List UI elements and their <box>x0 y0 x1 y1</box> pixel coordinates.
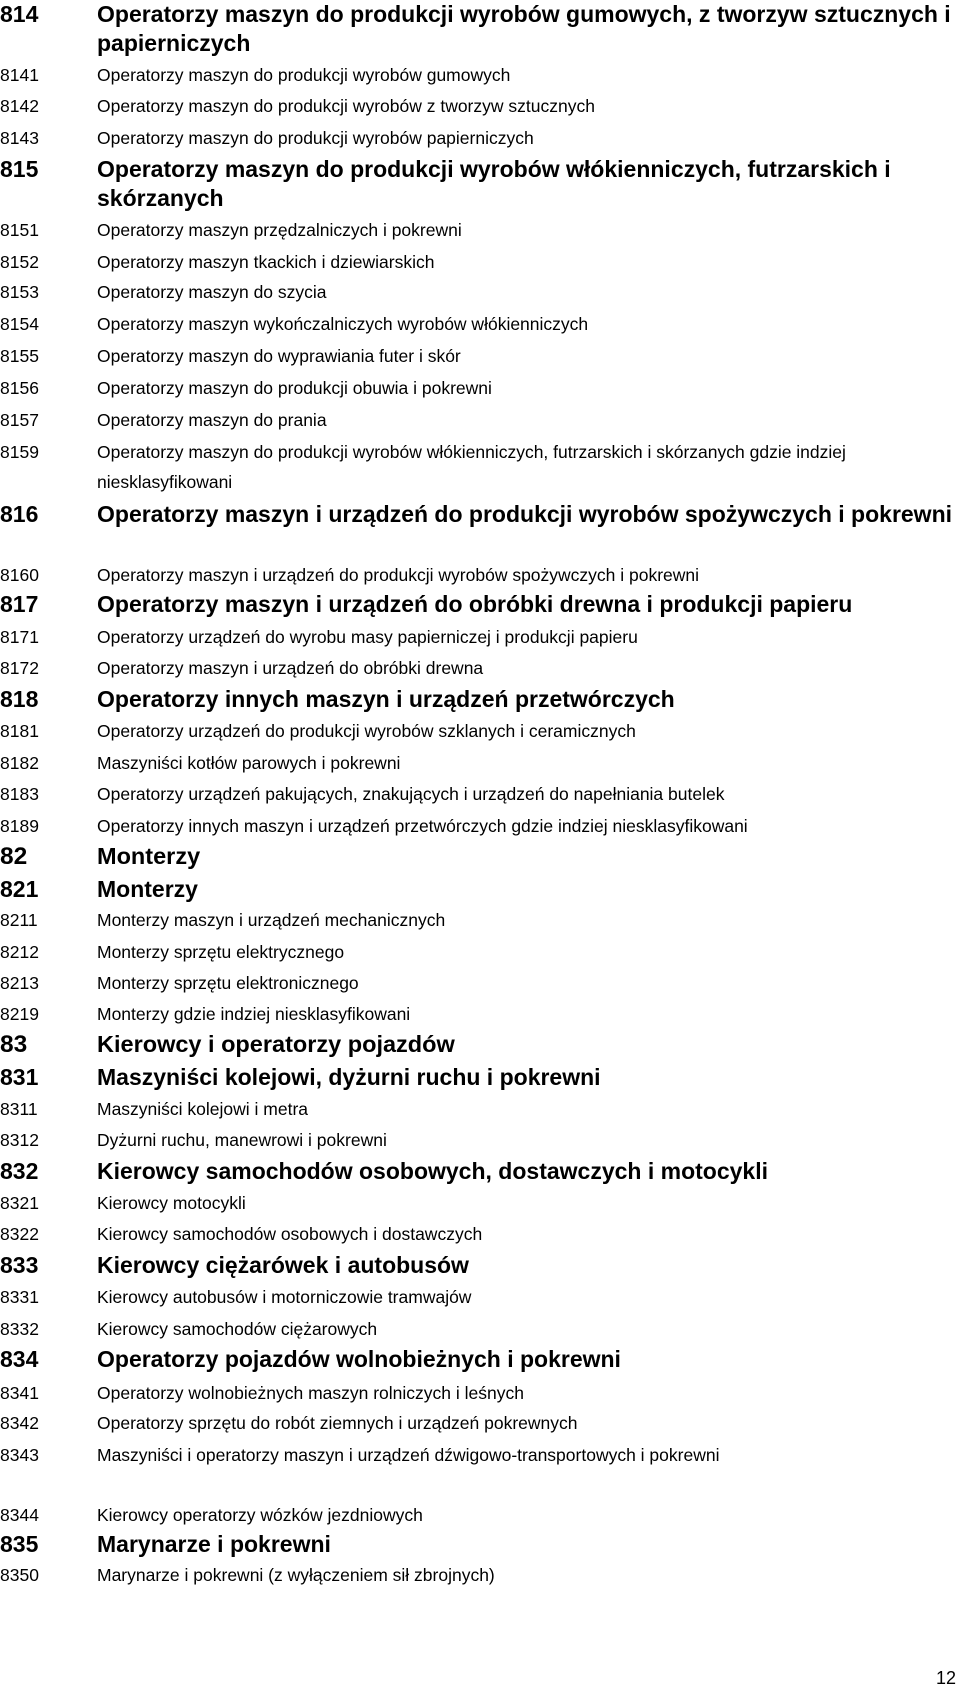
entry-label: Kierowcy i operatorzy pojazdów <box>97 1031 455 1057</box>
entry-code: 8312 <box>0 1130 39 1150</box>
entry-label: Operatorzy maszyn i urządzeń do produkcji wyrobów spożywczych i pokrewni <box>97 501 953 527</box>
entry-code: 82 <box>0 843 28 870</box>
entry-label: Kierowcy operatorzy wózków jezdniowych <box>97 1505 423 1525</box>
entry-label: Operatorzy maszyn i urządzeń do obróbki drewna <box>97 658 484 678</box>
entry-label: Monterzy gdzie indziej niesklasyfikowani <box>97 1004 411 1024</box>
entry-label: Kierowcy motocykli <box>97 1193 246 1213</box>
entry-label: Operatorzy urządzeń do wyrobu masy papierniczej i produkcji papieru <box>97 627 638 647</box>
entry-code: 831 <box>0 1064 39 1090</box>
entry-code: 8141 <box>0 65 39 85</box>
entry-code: 8219 <box>0 1004 39 1024</box>
entry-label: Marynarze i pokrewni (z wyłączeniem sił zbrojnych) <box>97 1565 495 1585</box>
entry-code: 8322 <box>0 1224 39 1244</box>
entry-label: Operatorzy maszyn do produkcji obuwia i pokrewni <box>97 378 492 398</box>
entry-code: 8212 <box>0 942 39 962</box>
entry-code: 8344 <box>0 1505 39 1525</box>
entry-code: 835 <box>0 1531 39 1557</box>
entry-label: Operatorzy maszyn do produkcji wyrobów włókienniczych, futrzarskich i skórzanych gdzie indziej niesklasyfikowani <box>97 442 846 492</box>
page-number: 12 <box>935 1668 956 1688</box>
entry-code: 8341 <box>0 1383 39 1403</box>
entry-code: 8171 <box>0 627 39 647</box>
entry-label: Maszyniści i operatorzy maszyn i urządzeń dźwigowo-transportowych i pokrewni <box>97 1445 720 1465</box>
entry-code: 8182 <box>0 753 39 773</box>
entry-label: Operatorzy innych maszyn i urządzeń przetwórczych gdzie indziej niesklasyfikowani <box>97 816 748 836</box>
entry-label: Marynarze i pokrewni <box>97 1531 331 1557</box>
entry-label: Monterzy sprzętu elektronicznego <box>97 973 359 993</box>
entry-code: 815 <box>0 156 39 182</box>
entry-label: Operatorzy sprzętu do robót ziemnych i urządzeń pokrewnych <box>97 1413 578 1433</box>
entry-code: 8189 <box>0 816 39 836</box>
entry-label: Monterzy <box>97 843 201 869</box>
entry-code: 8342 <box>0 1413 39 1433</box>
entry-code: 8211 <box>0 910 38 930</box>
entry-code: 8311 <box>0 1099 38 1119</box>
entry-code: 818 <box>0 686 39 712</box>
entry-label: Operatorzy maszyn do produkcji wyrobów włókienniczych, futrzarskich i skórzanych <box>97 156 891 211</box>
entry-label: Kierowcy ciężarówek i autobusów <box>97 1252 469 1278</box>
entry-label: Operatorzy maszyn przędzalniczych i pokrewni <box>97 220 462 240</box>
entry-code: 8350 <box>0 1565 39 1585</box>
entry-code: 8321 <box>0 1193 39 1213</box>
entry-label: Monterzy maszyn i urządzeń mechanicznych <box>97 910 446 930</box>
entry-label: Operatorzy maszyn do produkcji wyrobów gumowych <box>97 65 511 85</box>
entry-label: Operatorzy maszyn tkackich i dziewiarskich <box>97 252 435 272</box>
entry-code: 8154 <box>0 314 39 334</box>
entry-code: 8343 <box>0 1445 39 1465</box>
entry-code: 833 <box>0 1252 39 1278</box>
entry-code: 832 <box>0 1158 39 1184</box>
entry-code: 814 <box>0 1 39 27</box>
entry-code: 8160 <box>0 565 39 585</box>
entry-code: 8155 <box>0 346 39 366</box>
entry-code: 8151 <box>0 220 39 240</box>
entry-label: Kierowcy samochodów ciężarowych <box>97 1319 378 1339</box>
entry-label: Maszyniści kolejowi i metra <box>97 1099 309 1119</box>
entry-code: 834 <box>0 1346 39 1372</box>
entry-code: 8153 <box>0 282 39 302</box>
entry-label: Kierowcy samochodów osobowych i dostawczych <box>97 1224 483 1244</box>
entry-code: 8142 <box>0 96 39 116</box>
entry-code: 8157 <box>0 410 39 430</box>
entry-label: Monterzy sprzętu elektrycznego <box>97 942 345 962</box>
entry-code: 8181 <box>0 721 39 741</box>
entry-code: 8332 <box>0 1319 39 1339</box>
entry-label: Operatorzy pojazdów wolnobieżnych i pokrewni <box>97 1346 621 1372</box>
entry-label: Operatorzy maszyn do produkcji wyrobów papierniczych <box>97 128 534 148</box>
entry-code: 8331 <box>0 1287 39 1307</box>
entry-label: Kierowcy autobusów i motorniczowie tramwajów <box>97 1287 472 1307</box>
entry-label: Operatorzy maszyn do produkcji wyrobów gumowych, z tworzyw sztucznych i papierniczych <box>97 1 951 56</box>
entry-code: 8172 <box>0 658 39 678</box>
entry-label: Operatorzy maszyn do prania <box>97 410 327 430</box>
entry-label: Operatorzy maszyn do produkcji wyrobów z tworzyw sztucznych <box>97 96 595 116</box>
entry-code: 8143 <box>0 128 39 148</box>
entry-label: Operatorzy urządzeń do produkcji wyrobów szklanych i ceramicznych <box>97 721 636 741</box>
entry-label: Operatorzy urządzeń pakujących, znakujących i urządzeń do napełniania butelek <box>97 784 725 804</box>
entry-code: 816 <box>0 501 39 527</box>
entry-code: 8213 <box>0 973 39 993</box>
entry-label: Operatorzy maszyn i urządzeń do produkcji wyrobów spożywczych i pokrewni <box>97 565 700 585</box>
entry-code: 817 <box>0 591 39 617</box>
entry-code: 8152 <box>0 252 39 272</box>
entry-label: Operatorzy maszyn do szycia <box>97 282 327 302</box>
entry-label: Operatorzy wolnobieżnych maszyn rolniczych i leśnych <box>97 1383 524 1403</box>
entry-label: Dyżurni ruchu, manewrowi i pokrewni <box>97 1130 387 1150</box>
entry-code: 8159 <box>0 442 39 462</box>
entry-label: Maszyniści kotłów parowych i pokrewni <box>97 753 401 773</box>
entry-code: 83 <box>0 1031 28 1058</box>
entry-code: 8156 <box>0 378 39 398</box>
entry-label: Operatorzy maszyn wykończalniczych wyrobów włókienniczych <box>97 314 589 334</box>
entry-label: Operatorzy innych maszyn i urządzeń przetwórczych <box>97 686 675 712</box>
entry-label: Monterzy <box>97 876 198 902</box>
entry-code: 821 <box>0 876 39 902</box>
entry-label: Kierowcy samochodów osobowych, dostawczych i motocykli <box>97 1158 768 1184</box>
entry-label: Maszyniści kolejowi, dyżurni ruchu i pokrewni <box>97 1064 601 1090</box>
entry-code: 8183 <box>0 784 39 804</box>
entry-label: Operatorzy maszyn do wyprawiania futer i skór <box>97 346 461 366</box>
entry-label: Operatorzy maszyn i urządzeń do obróbki drewna i produkcji papieru <box>97 591 853 617</box>
